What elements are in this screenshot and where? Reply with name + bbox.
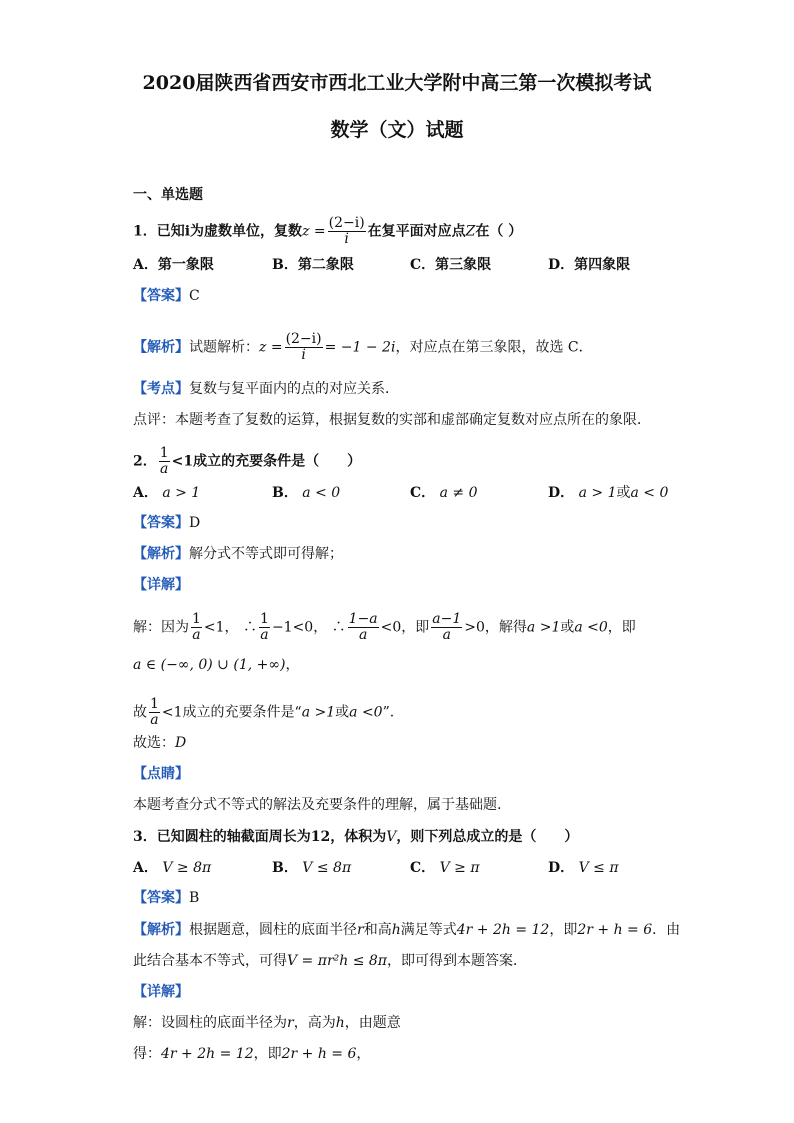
question-3-stem: 3．已知圆柱的轴截面周长为12，体积为V，则下列总成立的是（ ） bbox=[133, 829, 579, 845]
q1-fraction: $\frac{(2-i)}{i}$ bbox=[328, 215, 365, 247]
q3-detail-line2: 得：4r + 2h = 12，即2r + h = 6， bbox=[133, 1046, 371, 1062]
q3-detail-heading: 【详解】 bbox=[133, 984, 189, 1000]
option-d: D． V ≤ π bbox=[548, 860, 619, 876]
q3-analysis-line1: 【解析】根据题意，圆柱的底面半径r和高h满足等式4r + 2h = 12，即2r + h = 6．由 bbox=[133, 922, 681, 938]
q2-answer: 【答案】D bbox=[133, 515, 201, 531]
question-1-stem: 1．已知i为虚数单位，复数z = $\frac{(2-i)}{i}$ 在复平面对应点Z在（ ） bbox=[133, 215, 523, 247]
question-2-stem: 2． $\frac{1}{a}$ <1成立的充要条件是（ ） bbox=[133, 445, 362, 477]
q2-dianjing: 本题考查分式不等式的解法及充要条件的理解，属于基础题. bbox=[133, 797, 502, 813]
q1-kaodian: 【考点】复数与复平面内的点的对应关系． bbox=[133, 381, 399, 397]
option-a: A． a > 1 bbox=[133, 485, 201, 501]
q2-conclusion: 故 $\frac{1}{a}$ <1成立的充要条件是“a >1或a <0”. bbox=[133, 696, 395, 728]
option-b: B．第二象限 bbox=[272, 257, 354, 273]
q1-analysis: 【解析】试题解析：z = $\frac{(2-i)}{i}$ = −1 − 2i，对应点在第三象限，故选 C． bbox=[133, 331, 593, 363]
option-d: D．第四象限 bbox=[548, 257, 631, 273]
q1-answer: 【答案】C bbox=[133, 288, 200, 304]
q1-comment: 点评：本题考查了复数的运算，根据复数的实部和虚部确定复数对应点所在的象限． bbox=[133, 412, 651, 428]
q3-analysis-line2: 此结合基本不等式，可得V = πr²h ≤ 8π，即可得到本题答案． bbox=[133, 953, 528, 969]
q2-dianjing-heading: 【点睛】 bbox=[133, 766, 189, 782]
q3-answer: 【答案】B bbox=[133, 890, 200, 906]
option-c: C． V ≥ π bbox=[410, 860, 480, 876]
q2-choose: 故选：D bbox=[133, 735, 187, 751]
option-c: C．第三象限 bbox=[410, 257, 492, 273]
q2-analysis: 【解析】解分式不等式即可得解； bbox=[133, 546, 343, 562]
option-a: A． V ≥ 8π bbox=[133, 860, 212, 876]
q2-solution-set: a ∈ (−∞, 0) ∪ (1, +∞)， bbox=[133, 657, 300, 673]
q2-fraction: $\frac{1}{a}$ bbox=[159, 445, 169, 477]
option-a: A．第一象限 bbox=[133, 257, 214, 273]
q2-solution-line1: 解：因为 $\frac{1}{a}$ <1， ∴ $\frac{1}{a}$ −1<0， ∴ $\frac{1-a}{a}$ <0，即 $\frac{a-1}{a}$ >0，解得a >1或a <0，即 bbox=[133, 611, 636, 643]
option-b: B． a < 0 bbox=[272, 485, 341, 501]
q3-detail-line1: 解：设圆柱的底面半径为r，高为h，由题意 bbox=[133, 1015, 401, 1031]
document-subtitle: 数学（文）试题 bbox=[330, 119, 464, 141]
section-heading: 一、单选题 bbox=[133, 187, 203, 203]
q1-analysis-fraction: $\frac{(2-i)}{i}$ bbox=[285, 331, 322, 363]
option-c: C． a ≠ 0 bbox=[410, 485, 478, 501]
document-title: 2020届陕西省西安市西北工业大学附中高三第一次模拟考试 bbox=[142, 72, 652, 94]
q2-detail-heading: 【详解】 bbox=[133, 577, 189, 593]
option-b: B． V ≤ 8π bbox=[272, 860, 352, 876]
option-d: D． a > 1或a < 0 bbox=[548, 485, 669, 501]
